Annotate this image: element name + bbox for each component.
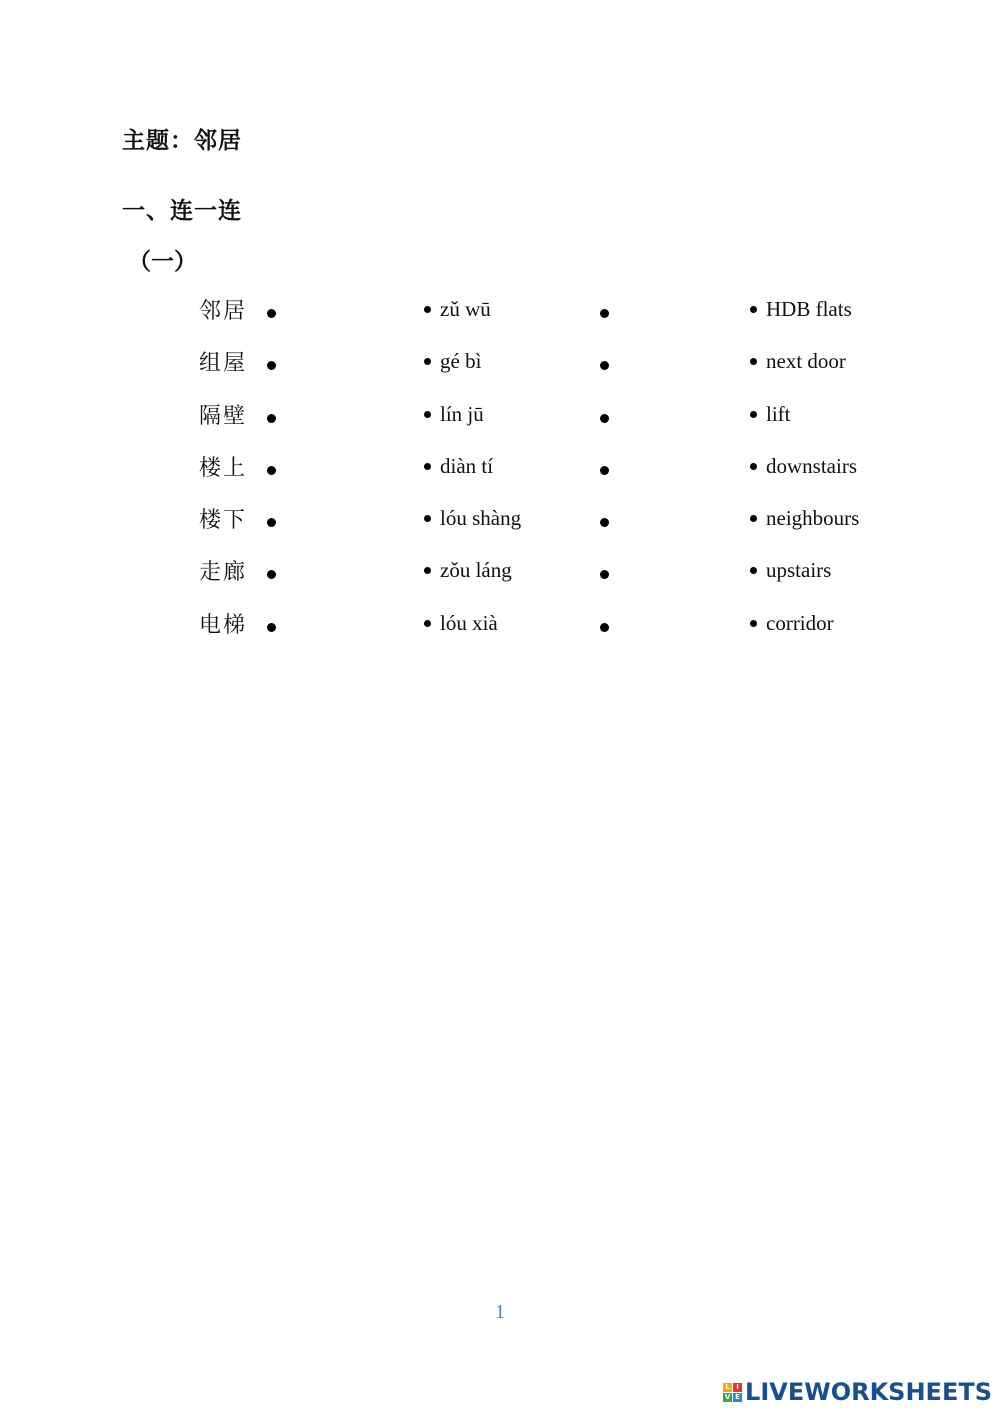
page-number: 1	[495, 1301, 505, 1323]
english-text: downstairs	[766, 453, 857, 478]
liveworksheets-logo-icon	[723, 1383, 742, 1402]
chinese-connector-dot[interactable]	[267, 570, 276, 579]
english-connector-dot[interactable]	[750, 306, 757, 313]
english-text: next door	[766, 349, 846, 374]
chinese-connector-dot[interactable]	[267, 309, 276, 318]
match-row	[0, 447, 1000, 499]
english-connector-dot[interactable]	[750, 411, 757, 418]
english-connector-dot[interactable]	[750, 463, 757, 470]
pinyin-connector-dot[interactable]	[424, 411, 431, 418]
pinyin-text: gé bì	[440, 349, 482, 374]
logo-letter: V	[724, 1392, 731, 1401]
pinyin-out-connector-dot[interactable]	[600, 570, 609, 579]
page-title: 主题：邻居	[122, 127, 242, 154]
pinyin-text: lóu shàng	[440, 506, 522, 531]
english-text: neighbours	[766, 506, 860, 531]
english-text: upstairs	[766, 558, 832, 583]
liveworksheets-wordmark: LIVEWORKSHEETS	[745, 1378, 992, 1406]
chinese-connector-dot[interactable]	[267, 466, 276, 475]
chinese-connector-dot[interactable]	[267, 361, 276, 370]
chinese-word: 邻居	[199, 299, 248, 324]
logo-letter: E	[733, 1393, 742, 1402]
english-connector-dot[interactable]	[750, 515, 757, 522]
pinyin-connector-dot[interactable]	[424, 515, 431, 522]
pinyin-out-connector-dot[interactable]	[600, 518, 609, 527]
logo-letter: L	[723, 1383, 732, 1392]
english-text: HDB flats	[766, 297, 852, 321]
match-row	[0, 342, 1000, 394]
pinyin-connector-dot[interactable]	[424, 306, 431, 313]
chinese-word: 走廊	[199, 560, 248, 586]
chinese-word: 组屋	[199, 351, 248, 377]
subsection-title: （一）	[128, 248, 197, 275]
english-connector-dot[interactable]	[750, 620, 757, 627]
english-text: lift	[766, 401, 791, 426]
chinese-word: 楼下	[199, 508, 248, 534]
match-row	[0, 499, 1000, 551]
logo-letter: I	[733, 1383, 742, 1392]
chinese-connector-dot[interactable]	[267, 623, 276, 632]
pinyin-text: diàn tí	[440, 453, 494, 478]
pinyin-out-connector-dot[interactable]	[600, 623, 609, 632]
matching-exercise	[0, 290, 1000, 656]
pinyin-connector-dot[interactable]	[424, 463, 431, 470]
match-row	[0, 395, 1000, 447]
section-title: 一、连一连	[122, 197, 242, 224]
english-text: corridor	[766, 610, 834, 635]
chinese-connector-dot[interactable]	[267, 518, 276, 527]
chinese-connector-dot[interactable]	[267, 414, 276, 423]
liveworksheets-branding[interactable]	[723, 1378, 992, 1406]
pinyin-connector-dot[interactable]	[424, 358, 431, 365]
pinyin-out-connector-dot[interactable]	[600, 309, 609, 318]
chinese-word: 隔壁	[199, 403, 248, 429]
english-connector-dot[interactable]	[750, 567, 757, 574]
pinyin-text: lóu xià	[440, 610, 498, 635]
english-connector-dot[interactable]	[750, 358, 757, 365]
match-row	[0, 604, 1000, 656]
chinese-word: 楼上	[199, 455, 248, 481]
chinese-word: 电梯	[199, 612, 248, 638]
match-row	[0, 290, 1000, 342]
pinyin-out-connector-dot[interactable]	[600, 414, 609, 423]
pinyin-out-connector-dot[interactable]	[600, 466, 609, 475]
pinyin-text: lín jū	[440, 401, 484, 426]
pinyin-text: zǔ wū	[440, 297, 491, 321]
pinyin-text: zǒu láng	[440, 558, 512, 583]
match-row	[0, 551, 1000, 603]
pinyin-out-connector-dot[interactable]	[600, 361, 609, 370]
pinyin-connector-dot[interactable]	[424, 620, 431, 627]
pinyin-connector-dot[interactable]	[424, 567, 431, 574]
